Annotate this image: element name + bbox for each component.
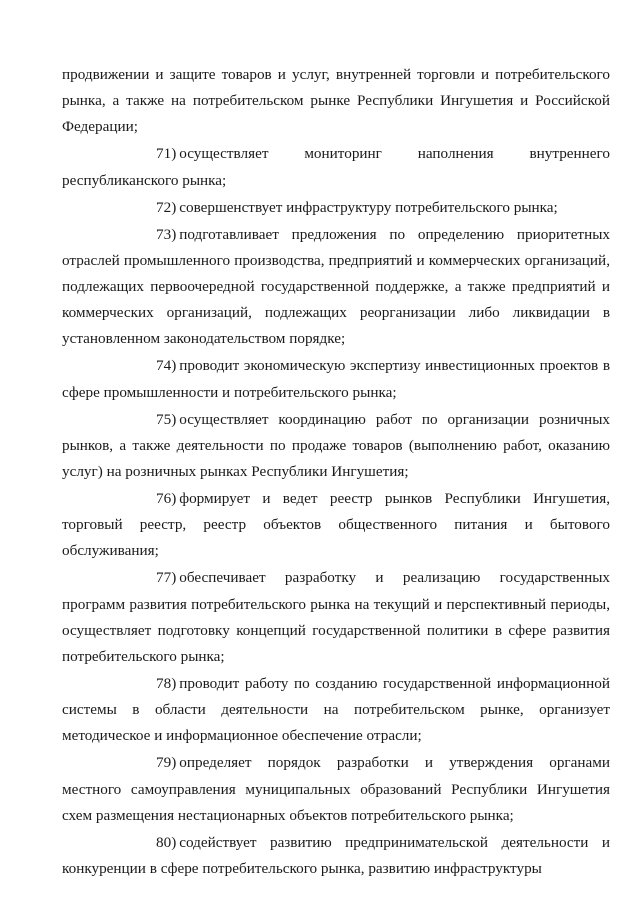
list-item-74 <box>62 353 610 405</box>
item-text: проводит работу по созданию государственной информационной системы в области деятельности на потребительском рынке, организует методическое и информационное обеспечение отрасли; <box>62 675 610 745</box>
item-text: содействует развитию предпринимательской деятельности и конкуренции в сфере потребительского рынка, развитию инфраструктуры <box>62 833 610 878</box>
document-body <box>62 62 610 883</box>
item-number: 74) <box>156 357 177 375</box>
item-number: 75) <box>156 410 177 428</box>
item-number: 76) <box>156 490 177 508</box>
item-text: обеспечивает разработку и реализацию государственных программ развития потребительского рынка на текущий и перспективный периоды, осуществляет подготовку концепций государственной политики в сфере развития потребительского рынка; <box>62 569 610 666</box>
list-item-73 <box>62 222 610 353</box>
item-text: осуществляет координацию работ по организации розничных рынков, а также деятельности по продаже товаров (выполнению работ, оказанию услуг) на розничных рынках Республики Ингушетия; <box>62 410 610 481</box>
list-item-72 <box>62 195 610 221</box>
item-number: 79) <box>156 754 177 772</box>
item-number: 80) <box>156 833 177 851</box>
list-item-71 <box>62 141 610 193</box>
item-text: проводит экономическую экспертизу инвестиционных проектов в сфере промышленности и потребительского рынка; <box>62 357 610 401</box>
item-number: 78) <box>156 675 177 693</box>
item-number: 71) <box>156 145 177 163</box>
item-text: совершенствует инфраструктуру потребительского рынка; <box>179 198 558 216</box>
item-text: определяет порядок разработки и утверждения органами местного самоуправления муниципальных образований Республики Ингушетия схем размещения нестационарных объектов потребительского рынка; <box>62 754 610 824</box>
paragraph-text: продвижении и защите товаров и услуг, внутренней торговли и потребительского рынка, а также на потребительском рынке Республики Ингушетия и Российской Федерации; <box>62 66 610 136</box>
list-item-76 <box>62 486 610 565</box>
item-text: формирует и ведет реестр рынков Республики Ингушетия, торговый реестр, реестр объектов общественного питания и бытового обслуживания; <box>62 490 610 560</box>
list-item-75 <box>62 407 610 486</box>
item-number: 73) <box>156 225 177 243</box>
list-item-78 <box>62 671 610 750</box>
item-number: 77) <box>156 569 177 587</box>
item-text: подготавливает предложения по определению приоритетных отраслей промышленного производства, предприятий и коммерческих организаций, подлежащих первоочередной государственной поддержке, а также предприятий и коммерческих организаций, подлежащих реорганизации либо ликвидации в установленном законодательством порядке; <box>62 225 610 348</box>
list-item-79 <box>62 750 610 829</box>
list-item-77 <box>62 565 610 670</box>
paragraph-continuation <box>62 62 610 141</box>
list-item-80 <box>62 830 610 882</box>
item-text: осуществляет мониторинг наполнения внутреннего республиканского рынка; <box>62 145 610 189</box>
item-number: 72) <box>156 198 177 216</box>
